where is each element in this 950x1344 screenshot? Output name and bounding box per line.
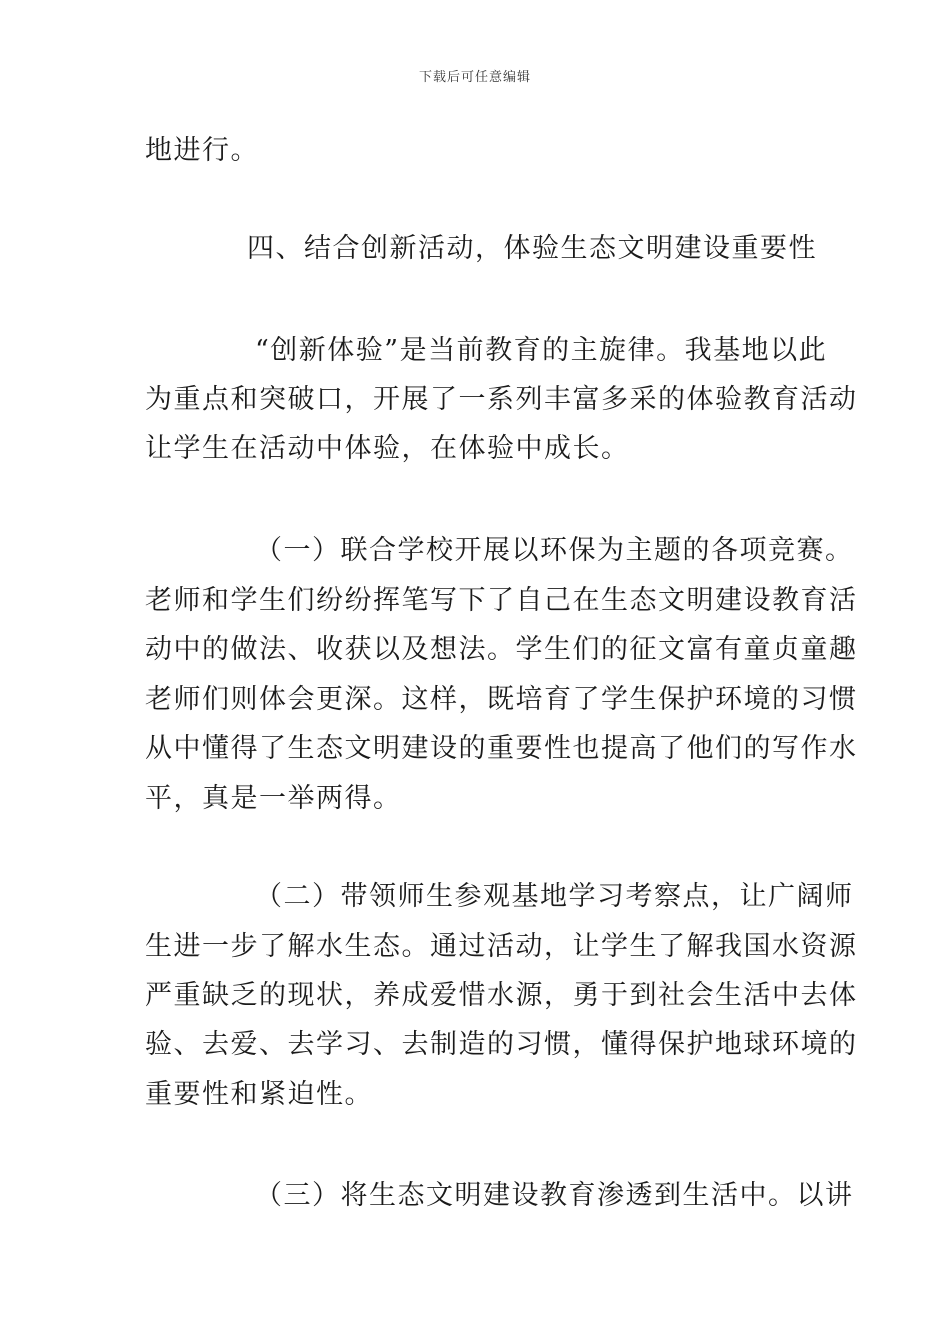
paragraph-first-line: （二）带领师生参观基地学习考察点，让广阔师 bbox=[255, 881, 854, 912]
paragraph-first-line: （三）将生态文明建设教育渗透到生活中。以讲 bbox=[255, 1180, 854, 1211]
text-line: 老师和学生们纷纷挥笔写下了自己在生态文明建设教育活 bbox=[145, 585, 858, 616]
text-line: 为重点和突破口，开展了一系列丰富多采的体验教育活动 bbox=[145, 384, 858, 415]
text-line: 生进一步了解水生态。通过活动，让学生了解我国水资源 bbox=[145, 931, 858, 962]
text-line: 老师们则体会更深。这样，既培育了学生保护环境的习惯 bbox=[145, 684, 858, 715]
text-line: 严重缺乏的现状，养成爱惜水源，勇于到社会生活中去体 bbox=[145, 980, 858, 1011]
text-line: 平，真是一举两得。 bbox=[145, 783, 402, 814]
text-line: 动中的做法、收获以及想法。学生们的征文富有童贞童趣 bbox=[145, 634, 858, 665]
text-line: 让学生在活动中体验，在体验中成长。 bbox=[145, 433, 630, 464]
paragraph-first-line: （一）联合学校开展以环保为主题的各项竞赛。 bbox=[255, 535, 854, 566]
paragraph-first-line: “创新体验”是当前教育的主旋律。我基地以此 bbox=[255, 335, 828, 366]
section-heading: 四、结合创新活动，体验生态文明建设重要性 bbox=[247, 233, 817, 264]
text-line: 验、去爱、去学习、去制造的习惯，懂得保护地球环境的 bbox=[145, 1029, 858, 1060]
text-line: 从中懂得了生态文明建设的重要性也提高了他们的写作水 bbox=[145, 733, 858, 764]
text-line: 地进行。 bbox=[145, 135, 259, 166]
text-line: 重要性和紧迫性。 bbox=[145, 1079, 373, 1110]
page-header: 下载后可任意编辑 bbox=[418, 70, 531, 85]
